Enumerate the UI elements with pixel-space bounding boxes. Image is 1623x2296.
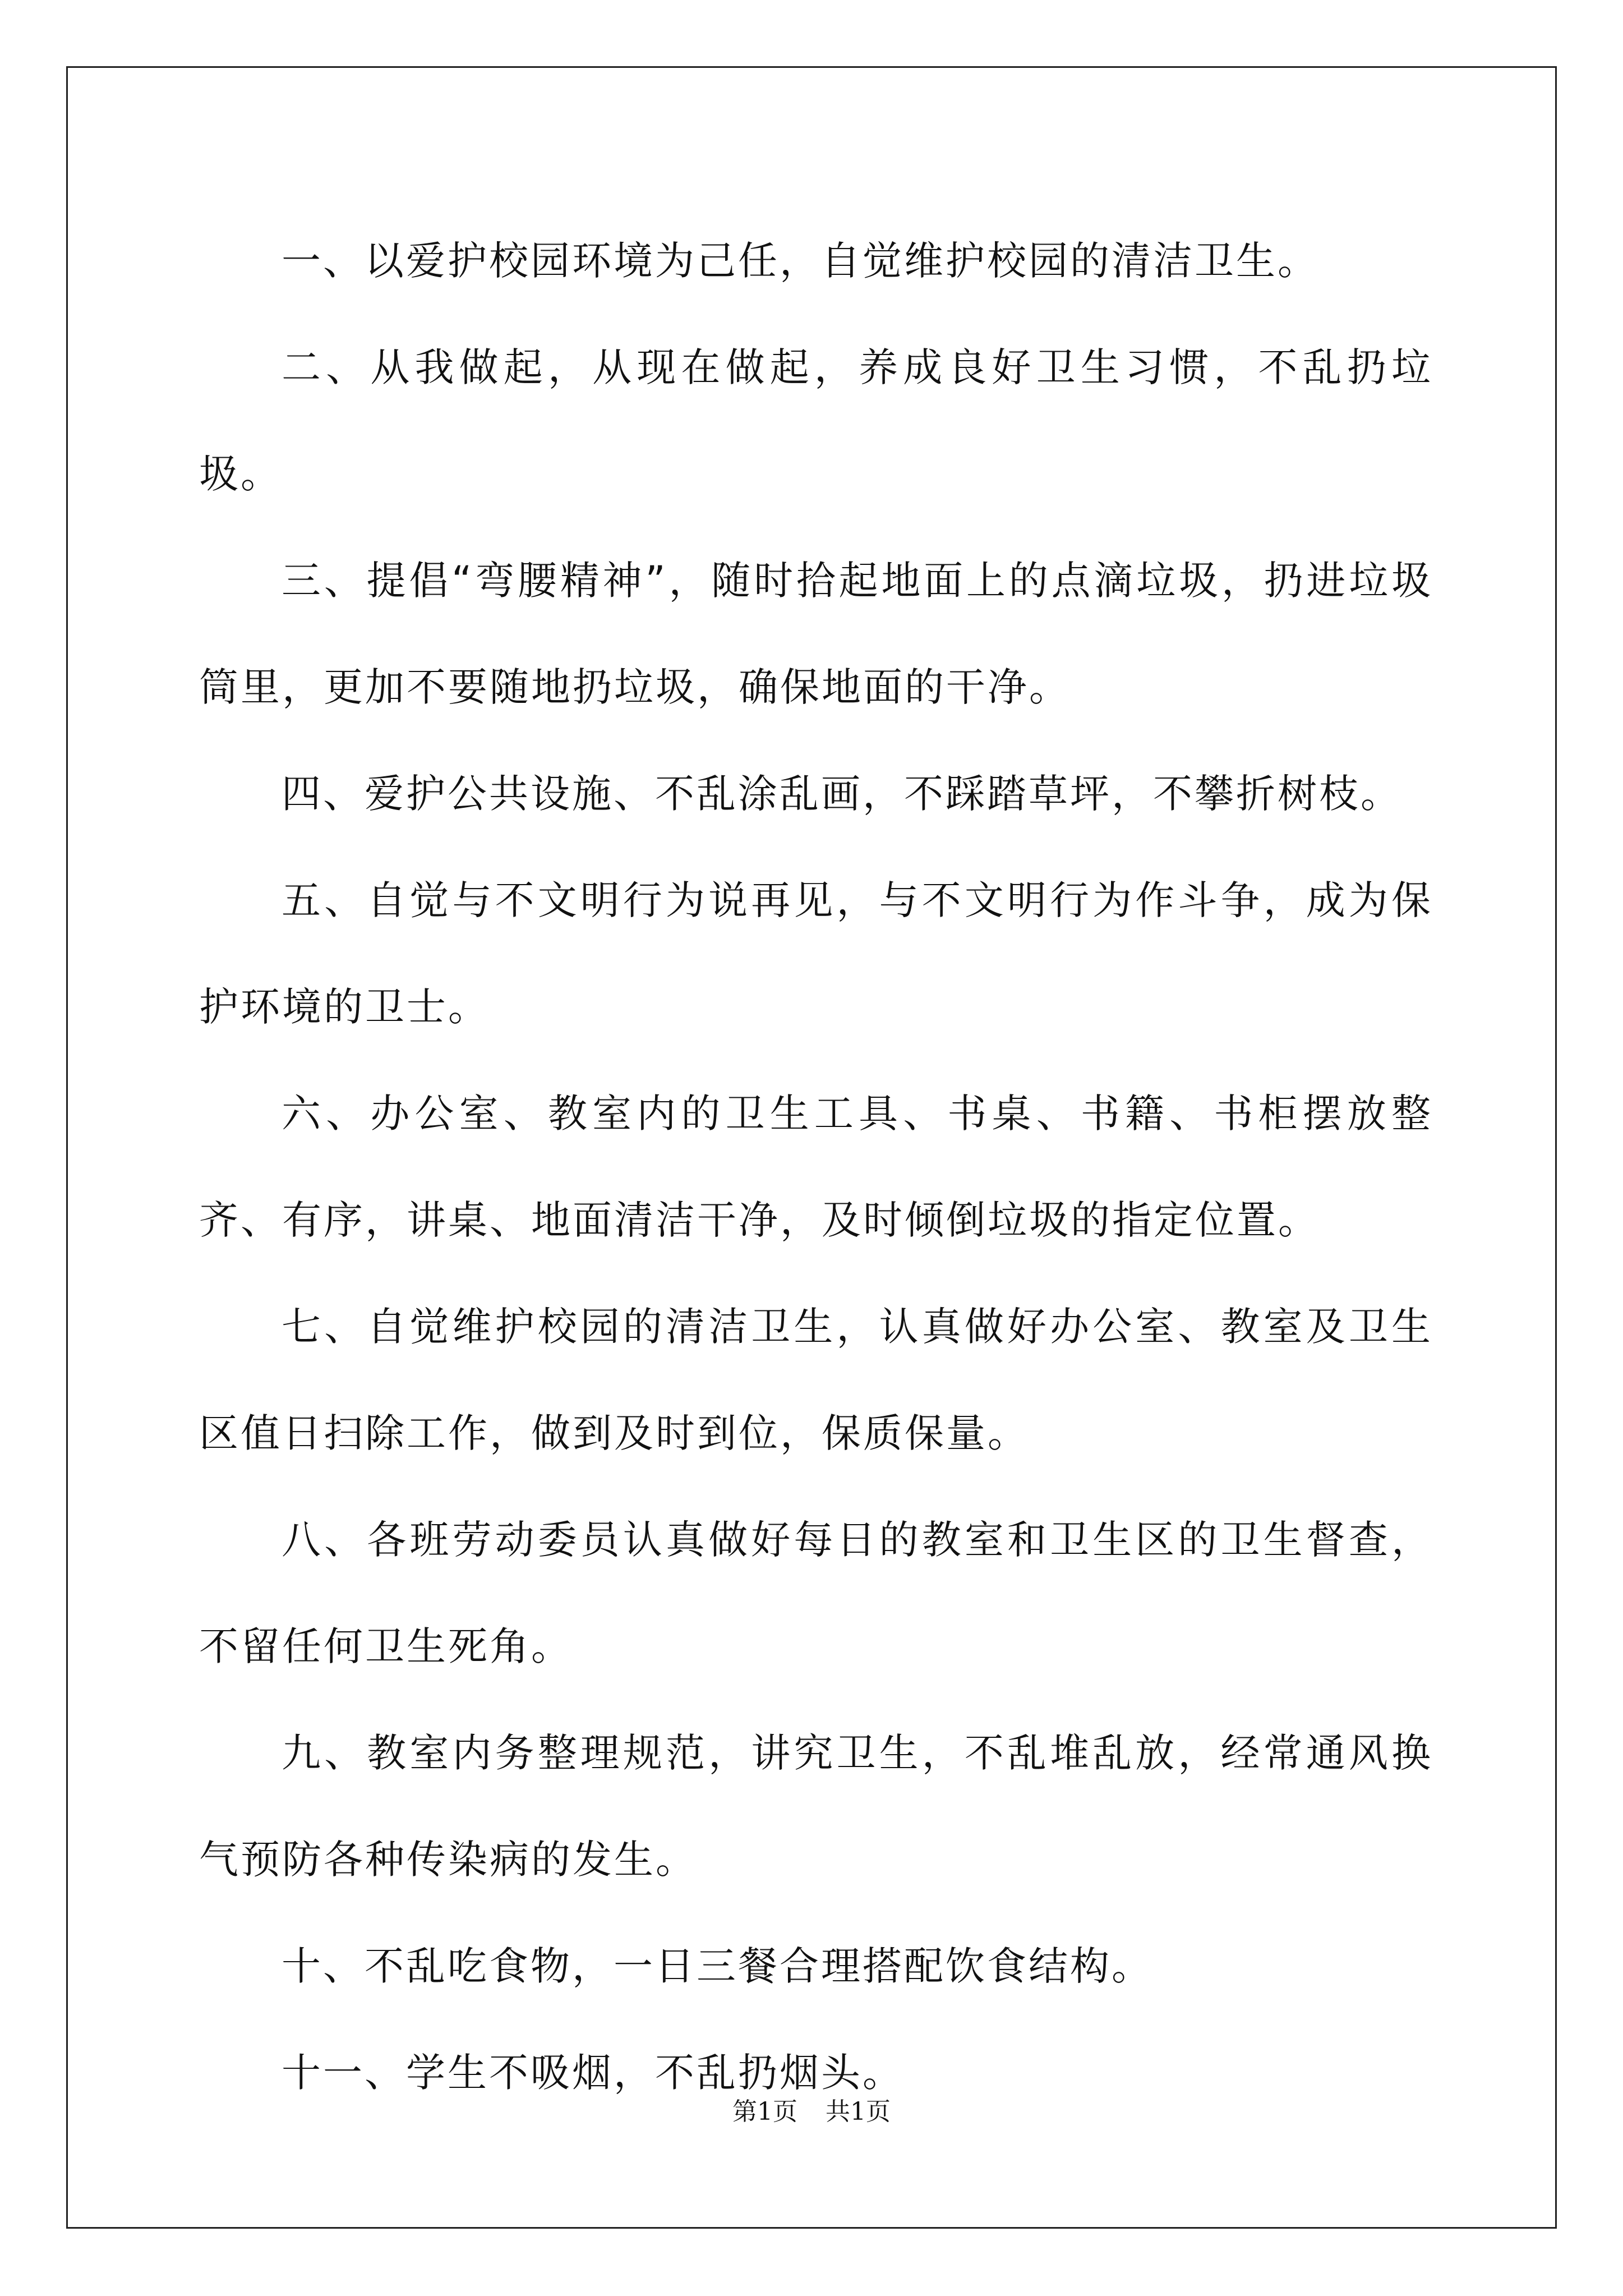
paragraph-10: 十、不乱吃食物，一日三餐合理搭配饮食结构。 bbox=[282, 1943, 1153, 1989]
paragraph-8: 八、各班劳动委员认真做好每日的教室和卫生区的卫生督查，不留任何卫生死角。 bbox=[199, 1517, 1433, 1669]
paragraph-3: 三、提倡“弯腰精神”，随时拾起地面上的点滴垃圾，扔进垃圾筒里，更加不要随地扔垃圾，确保地面的干净。 bbox=[199, 558, 1433, 710]
page-footer bbox=[0, 2095, 1623, 2129]
paragraph-4: 四、爱护公共设施、不乱涂乱画，不踩踏草坪，不攀折树枝。 bbox=[282, 771, 1402, 817]
paragraph-9: 九、教室内务整理规范，讲究卫生，不乱堆乱放，经常通风换气预防各种传染病的发生。 bbox=[199, 1730, 1433, 1883]
paragraph-7: 七、自觉维护校园的清洁卫生，认真做好办公室、教室及卫生区值日扫除工作，做到及时到位，保质保量。 bbox=[199, 1304, 1433, 1456]
paragraph-11: 十一、学生不吸烟，不乱扔烟头。 bbox=[282, 2050, 904, 2096]
page-number: 第1页 bbox=[732, 2097, 797, 2126]
paragraph-2: 二、从我做起，从现在做起，养成良好卫生习惯，不乱扔垃圾。 bbox=[199, 344, 1433, 497]
paragraph-5: 五、自觉与不文明行为说再见，与不文明行为作斗争，成为保护环境的卫士。 bbox=[199, 877, 1433, 1030]
paragraph-6: 六、办公室、教室内的卫生工具、书桌、书籍、书柜摆放整齐、有序，讲桌、地面清洁干净，及时倾倒垃圾的指定位置。 bbox=[199, 1091, 1433, 1243]
document-body bbox=[199, 208, 1433, 2126]
paragraph-1: 一、以爱护校园环境为己任，自觉维护校园的清洁卫生。 bbox=[282, 238, 1319, 284]
page-total: 共1页 bbox=[826, 2097, 891, 2126]
